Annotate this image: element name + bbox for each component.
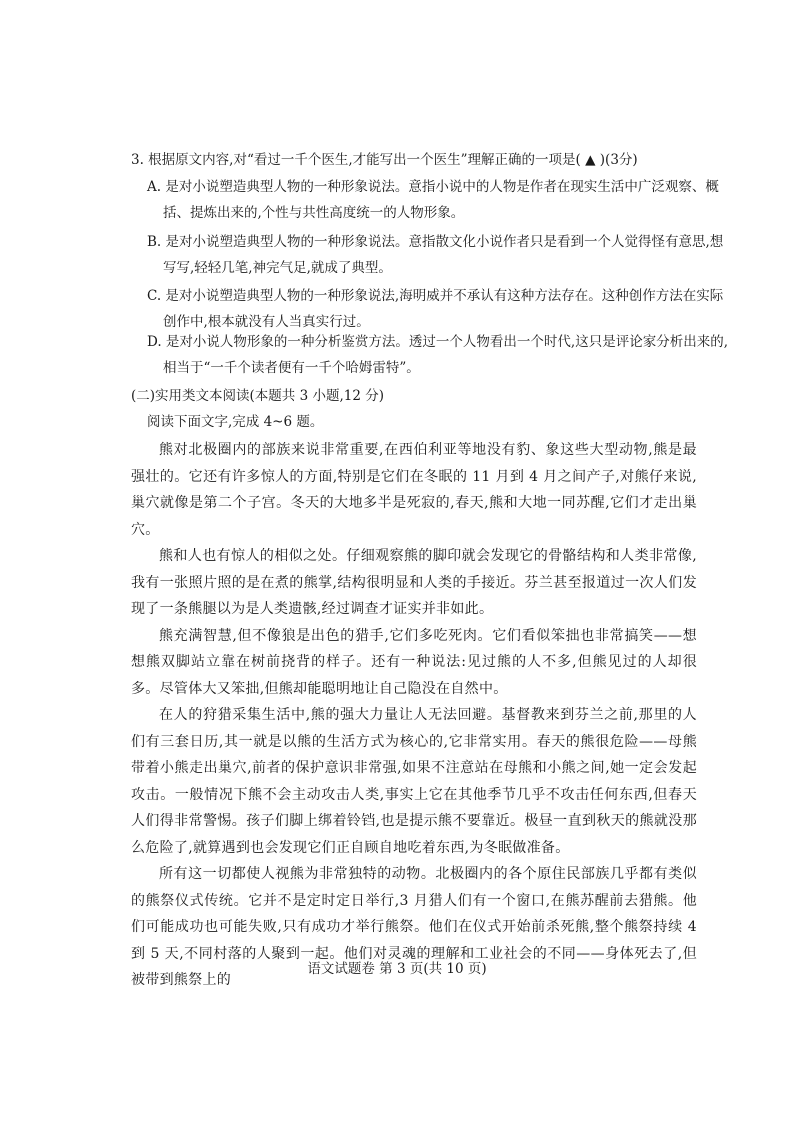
passage-paragraph: 熊对北极圈内的部族来说非常重要,在西伯利亚等地没有豹、象这些大型动物,熊是最强壮的。它还有许多惊人的方面,特别是它们在冬眠的 11 月到 4 月之间产子,对熊仔来说,巢穴就像是第二个子宫。冬天的大地多半是死寂的,春天,熊和大地一同苏醒,它们才走出巢穴。 — [131, 442, 697, 538]
passage-paragraph: 熊充满智慧,但不像狼是出色的猎手,它们多吃死肉。它们看似笨拙也非常搞笑——想想熊双脚站立靠在树前挠背的样子。还有一种说法:见过熊的人不多,但熊见过的人却很多。尽管体大又笨拙,但熊却能聪明地让自己隐没在自然中。 — [131, 627, 697, 697]
question-3-option-b: B. 是对小说塑造典型人物的一种形象说法。意指散文化小说作者只是看到一个人觉得怪有意思,想写写,轻轻几笔,神完气足,就成了典型。 — [147, 234, 724, 276]
question-3-option-c: C. 是对小说塑造典型人物的一种形象说法,海明威并不承认有这种方法存在。这种创作方法在实际创作中,根本就没有人当真实行过。 — [147, 288, 724, 330]
passage-paragraph: 在人的狩猎采集生活中,熊的强大力量让人无法回避。基督教来到芬兰之前,那里的人们有三套日历,其一就是以熊的生活方式为核心的,它非常实用。春天的熊很危险——母熊带着小熊走出巢穴,前者的保护意识非常强,如果不注意站在母熊和小熊之间,她一定会发起攻击。一般情况下熊不会主动攻击人类,事实上它在其他季节几乎不攻击任何东西,但春天人们得非常警惕。孩子们脚上绑着铃铛,也是提示熊不要靠近。极昼一直到秋天的熊就没那么危险了,就算遇到也会发现它们正自顾自地吃着东西,为冬眠做准备。 — [131, 707, 697, 856]
question-3-stem: 3. 根据原文内容,对“看过一千个医生,才能写出一个医生”理解正确的一项是( ▲ )(3分) — [131, 152, 638, 168]
section-title: (二)实用类文本阅读(本题共 3 小题,12 分) — [131, 388, 384, 404]
question-3-option-a: A. 是对小说塑造典型人物的一种形象说法。意指小说中的人物是作者在现实生活中广泛观察、概括、提炼出来的,个性与共性高度统一的人物形象。 — [147, 179, 719, 221]
passage-paragraph: 所有这一切都使人视熊为非常独特的动物。北极圈内的各个原住民部族几乎都有类似的熊祭仪式传统。它并不是定时定日举行,3 月猎人们有一个窗口,在熊苏醒前去猎熊。他们可能成功也可能失败,只有成功才举行熊祭。他们在仪式开始前杀死熊,整个熊祭持续 4 到 5 天,不同村落的人聚到一起。他们对灵魂的理解和工业社会的不同——身体死去了,但被带到熊祭上的 — [131, 866, 697, 988]
reading-passage — [131, 437, 697, 994]
reading-instruction: 阅读下面文字,完成 4~6 题。 — [147, 414, 324, 430]
page-footer: 语文试题卷 第 3 页(共 10 页) — [307, 961, 487, 977]
passage-paragraph: 熊和人也有惊人的相似之处。仔细观察熊的脚印就会发现它的骨骼结构和人类非常像,我有一张照片照的是在煮的熊掌,结构很明显和人类的手接近。芬兰甚至报道过一次人们发现了一条熊腿以为是人类遗骸,经过调查才证实并非如此。 — [131, 548, 697, 617]
question-3-option-d: D. 是对小说人物形象的一种分析鉴赏方法。透过一个人物看出一个时代,这只是评论家分析出来的,相当于“一千个读者便有一千个哈姆雷特”。 — [147, 334, 729, 376]
